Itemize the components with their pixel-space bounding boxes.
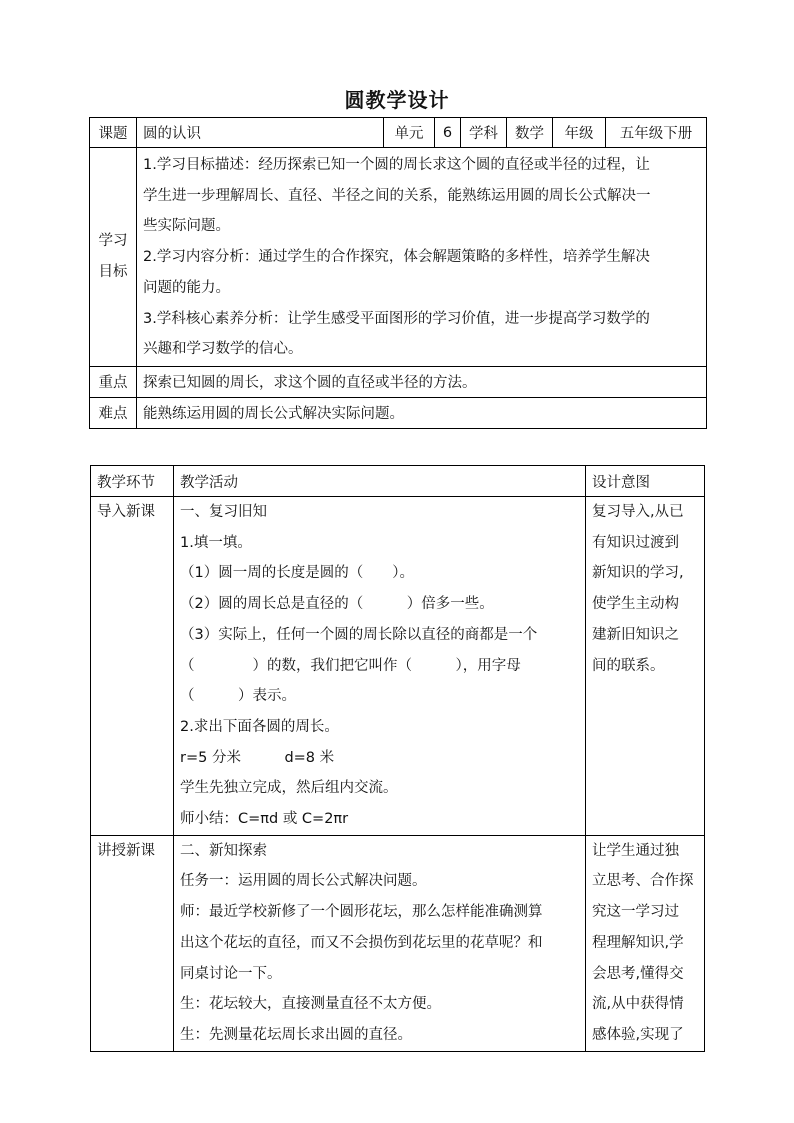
header-stage: 教学环节	[91, 466, 174, 497]
activity-line: 二、新知探索	[180, 842, 267, 859]
stage-label: 讲授新课	[97, 842, 155, 859]
activity-line: （ ）的数，我们把它叫作（ ），用字母	[180, 657, 521, 674]
activity-line: 同桌讨论一下。	[180, 965, 282, 982]
intent-line: 让学生通过独	[592, 842, 679, 859]
activity-line: 1.填一填。	[180, 534, 252, 551]
intent-line: 流,从中获得情	[592, 996, 684, 1013]
intent-line: 感体验,实现了	[592, 1026, 684, 1043]
goals-label	[90, 148, 137, 367]
intent-line: 究这一学习过	[592, 904, 679, 921]
activity-line: 2.求出下面各圆的周长。	[180, 718, 339, 735]
intent-line: 程理解知识,学	[592, 934, 684, 951]
activity-line: 任务一：运用圆的周长公式解决问题。	[180, 873, 427, 890]
subject-label: 学科	[461, 118, 507, 148]
grade-value: 五年级下册	[606, 118, 707, 148]
intent-intro	[586, 497, 705, 836]
subject-value: 数学	[507, 118, 553, 148]
stage-label: 导入新课	[97, 504, 155, 520]
activity-line: 出这个花坛的直径，而又不会损伤到花坛里的花草呢？和	[180, 934, 543, 951]
activity-line: 一、复习旧知	[180, 504, 267, 520]
course-value: 圆的认识	[137, 118, 384, 148]
goals-line: 些实际问题。	[143, 218, 230, 235]
activity-new-lesson	[174, 835, 586, 1051]
course-label: 课题	[90, 118, 137, 148]
activity-line: （3）实际上，任何一个圆的周长除以直径的商都是一个	[180, 626, 538, 643]
intent-new-lesson	[586, 835, 705, 1051]
stage-new-lesson	[91, 835, 174, 1051]
difficult-label: 难点	[90, 397, 137, 428]
intent-line: 立思考、合作探	[592, 873, 694, 890]
activity-line: （2）圆的周长总是直径的（ ）倍多一些。	[180, 596, 494, 613]
intent-line: 建新旧知识之	[592, 626, 679, 643]
activity-line: 师小结：C=πd 或 C=2πr	[180, 811, 349, 828]
activity-line: 师：最近学校新修了一个圆形花坛，那么怎样能准确测算	[180, 904, 543, 921]
activity-line: 生：先测量花坛周长求出圆的直径。	[180, 1026, 412, 1043]
goals-line: 问题的能力。	[143, 279, 230, 296]
activity-line: （ ）表示。	[180, 688, 296, 705]
goals-line: 3.学科核心素养分析：让学生感受平面图形的学习价值，进一步提高学习数学的	[143, 310, 650, 327]
header-activity: 教学活动	[174, 466, 586, 497]
activity-line: 学生先独立完成，然后组内交流。	[180, 780, 398, 797]
intent-line: 有知识过渡到	[592, 534, 679, 551]
key-label: 重点	[90, 366, 137, 397]
activity-intro	[174, 497, 586, 836]
unit-value: 6	[435, 118, 461, 148]
stage-intro	[91, 497, 174, 836]
intent-line: 复习导入,从已	[592, 504, 684, 520]
lesson-info-table	[89, 117, 707, 429]
key-value: 探索已知圆的周长，求这个圆的直径或半径的方法。	[137, 366, 707, 397]
goals-line: 兴趣和学习数学的信心。	[143, 341, 303, 358]
goals-line: 学生进一步理解周长、直径、半径之间的关系，能熟练运用圆的周长公式解决一	[143, 187, 651, 204]
intent-line: 使学生主动构	[592, 596, 679, 613]
intent-line: 新知识的学习,	[592, 565, 684, 582]
activity-line: 生：花坛较大，直接测量直径不太方便。	[180, 996, 441, 1013]
intent-line: 间的联系。	[592, 657, 665, 674]
goals-content	[137, 148, 707, 367]
intent-line: 会思考,懂得交	[592, 965, 684, 982]
unit-label: 单元	[384, 118, 435, 148]
activity-line: r=5 分米 d=8 米	[180, 749, 335, 766]
goals-line: 2.学习内容分析：通过学生的合作探究，体会解题策略的多样性，培养学生解决	[143, 249, 650, 266]
header-intent: 设计意图	[586, 466, 705, 497]
goals-label-line: 目标	[98, 263, 128, 280]
document-title: 圆教学设计	[344, 88, 450, 112]
goals-line: 1.学习目标描述：经历探索已知一个圆的周长求这个圆的直径或半径的过程，让	[143, 157, 650, 173]
teaching-plan-table	[90, 465, 705, 1052]
difficult-value: 能熟练运用圆的周长公式解决实际问题。	[137, 397, 707, 428]
activity-line: （1）圆一周的长度是圆的（ ）。	[180, 565, 414, 582]
grade-label: 年级	[553, 118, 606, 148]
goals-label-line: 学习	[98, 233, 128, 250]
